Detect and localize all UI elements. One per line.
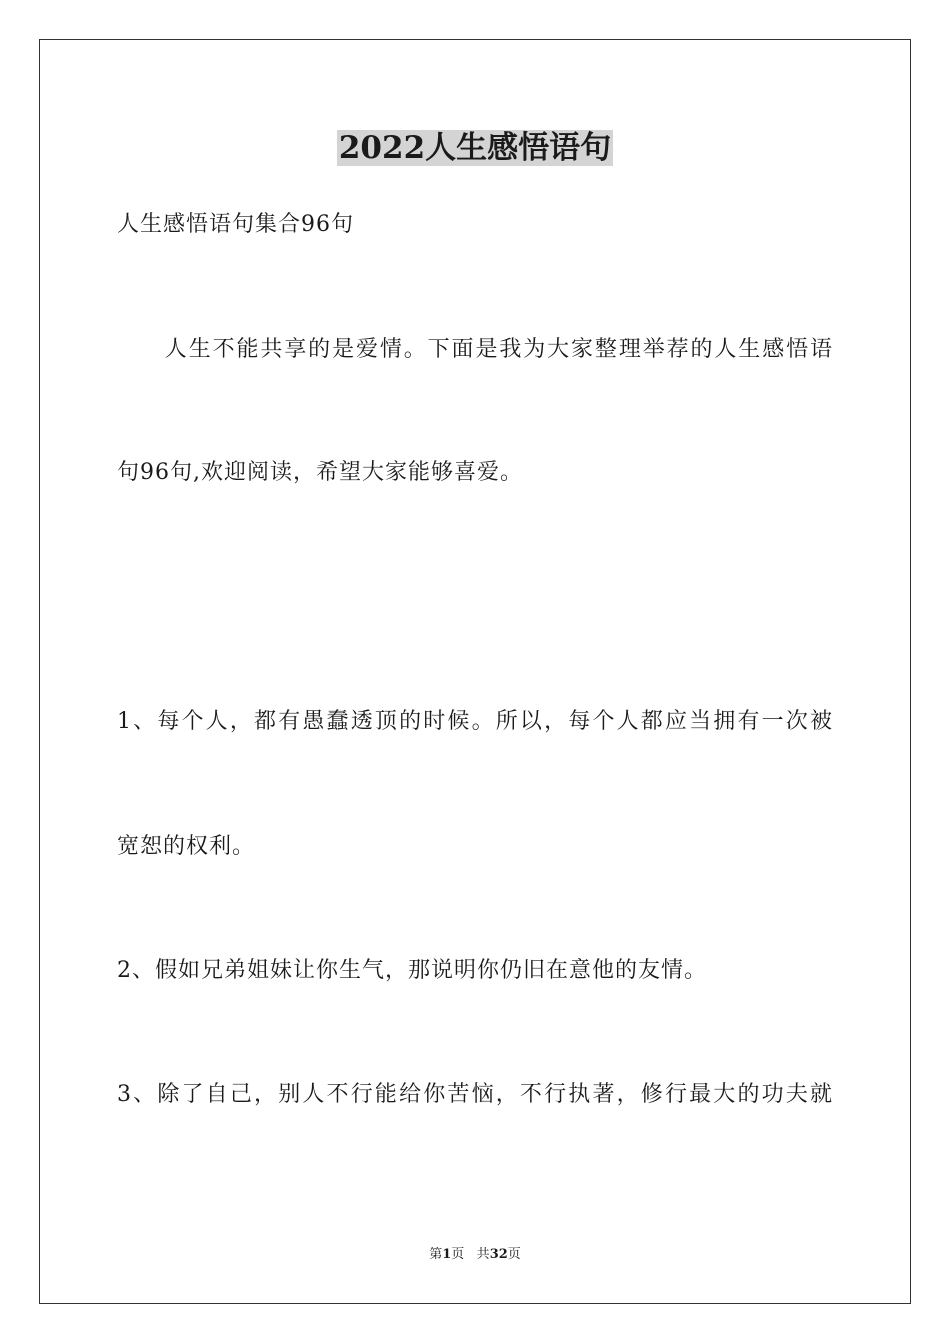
total-pages: 32 <box>489 1247 508 1262</box>
subtitle: 人生感悟语句集合96句 <box>117 212 354 237</box>
document-title <box>0 128 950 168</box>
item-1-line-1: 1、每个人，都有愚蠢透顶的时候。所以，每个人都应当拥有一次被 <box>117 709 833 734</box>
title-text: 2022人生感悟语句 <box>338 130 612 166</box>
page-prefix: 第 <box>429 1247 443 1262</box>
page-footer <box>0 1246 950 1264</box>
total-suffix: 页 <box>507 1247 521 1262</box>
intro-line-1: 人生不能共享的是爱情。下面是我为大家整理举荐的人生感悟语 <box>117 337 833 362</box>
intro-line-2: 句96句,欢迎阅读，希望大家能够喜爱。 <box>117 460 523 485</box>
item-2: 2、假如兄弟姐妹让你生气，那说明你仍旧在意他的友情。 <box>117 958 707 983</box>
page-number: 1 <box>442 1247 452 1262</box>
total-prefix: 共 <box>476 1247 490 1262</box>
item-3-line-1: 3、除了自己，别人不行能给你苦恼，不行执著，修行最大的功夫就 <box>117 1082 833 1107</box>
item-1-line-2: 宽恕的权利。 <box>117 834 256 859</box>
page-suffix: 页 <box>451 1247 465 1262</box>
